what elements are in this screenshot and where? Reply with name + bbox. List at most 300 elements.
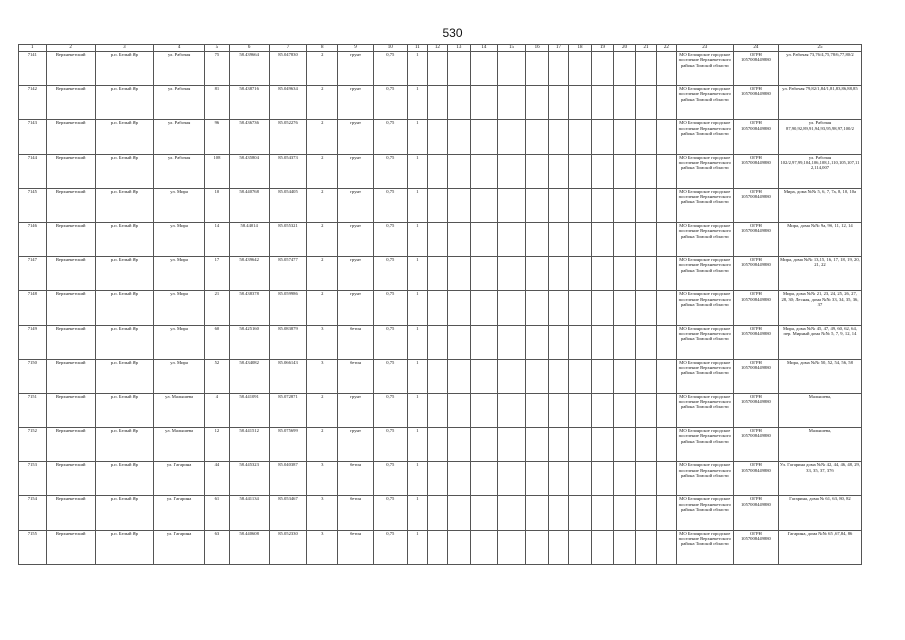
street-cell: ул. Рабочая xyxy=(154,120,205,154)
ogrn-cell: ОГРН 1057008449880 xyxy=(733,86,778,120)
row-number-cell: 7144 xyxy=(19,154,47,188)
addresses-cell: Мира, дома №№ 13,15, 16, 17, 18, 19, 20, 21, 22 xyxy=(778,257,861,291)
addresses-cell: Гагарина, дома № 61, 63, 80, 82 xyxy=(778,496,861,530)
empty-cell xyxy=(447,291,471,325)
street-cell: ул. Гагарина xyxy=(154,496,205,530)
ogrn-cell: ОГРН 1057008449880 xyxy=(733,530,778,564)
column-number-row xyxy=(19,45,862,52)
street-cell: ул. Рабочая xyxy=(154,52,205,86)
column-8-cell: 2 xyxy=(307,86,338,120)
table-row xyxy=(19,359,862,393)
empty-cell xyxy=(526,496,549,530)
empty-cell xyxy=(614,530,635,564)
column-header: 3 xyxy=(95,45,153,52)
empty-cell xyxy=(428,120,447,154)
area-cell: 0,75 xyxy=(373,530,407,564)
row-number-cell: 7143 xyxy=(19,120,47,154)
empty-cell xyxy=(657,120,676,154)
empty-cell xyxy=(591,530,614,564)
latitude-cell: 58.435804 xyxy=(229,154,269,188)
house-number-cell: 14 xyxy=(205,222,230,256)
street-cell: ул. Гагарина xyxy=(154,530,205,564)
locality-cell: р.п. Белый Яр xyxy=(95,393,153,427)
surface-cell: грунт xyxy=(338,291,374,325)
column-11-cell: 1 xyxy=(407,393,427,427)
locality-cell: р.п. Белый Яр xyxy=(95,496,153,530)
empty-cell xyxy=(526,325,549,359)
empty-cell xyxy=(471,428,498,462)
empty-cell xyxy=(548,496,568,530)
empty-cell xyxy=(471,325,498,359)
latitude-cell: 58.445323 xyxy=(229,462,269,496)
row-number-cell: 7147 xyxy=(19,257,47,291)
house-number-cell: 12 xyxy=(205,428,230,462)
empty-cell xyxy=(526,154,549,188)
empty-cell xyxy=(447,359,471,393)
table-row xyxy=(19,154,862,188)
column-header: 24 xyxy=(733,45,778,52)
empty-cell xyxy=(591,86,614,120)
ogrn-cell: ОГРН 1057008449880 xyxy=(733,428,778,462)
column-header: 18 xyxy=(569,45,592,52)
column-header: 14 xyxy=(471,45,498,52)
empty-cell xyxy=(635,257,656,291)
surface-cell: бетон xyxy=(338,462,374,496)
empty-cell xyxy=(526,530,549,564)
empty-cell xyxy=(526,359,549,393)
empty-cell xyxy=(548,428,568,462)
empty-cell xyxy=(526,188,549,222)
empty-cell xyxy=(471,154,498,188)
empty-cell xyxy=(428,428,447,462)
column-8-cell: 2 xyxy=(307,154,338,188)
locality-cell: р.п. Белый Яр xyxy=(95,428,153,462)
empty-cell xyxy=(591,154,614,188)
empty-cell xyxy=(548,325,568,359)
column-header: 25 xyxy=(778,45,861,52)
empty-cell xyxy=(591,222,614,256)
empty-cell xyxy=(614,257,635,291)
empty-cell xyxy=(428,496,447,530)
latitude-cell: 58.439664 xyxy=(229,52,269,86)
table-row xyxy=(19,530,862,564)
longitude-cell: 85.047830 xyxy=(269,52,307,86)
empty-cell xyxy=(614,188,635,222)
column-11-cell: 1 xyxy=(407,154,427,188)
empty-cell xyxy=(497,120,526,154)
empty-cell xyxy=(569,496,592,530)
row-number-cell: 7152 xyxy=(19,428,47,462)
addresses-cell: Мира, дома №№ 5, 6, 7, 7а, 8, 10, 10а xyxy=(778,188,861,222)
empty-cell xyxy=(569,530,592,564)
house-number-cell: 81 xyxy=(205,86,230,120)
empty-cell xyxy=(591,120,614,154)
empty-cell xyxy=(635,393,656,427)
longitude-cell: 85.083879 xyxy=(269,325,307,359)
column-header: 12 xyxy=(428,45,447,52)
column-header: 6 xyxy=(229,45,269,52)
area-cell: 0,75 xyxy=(373,393,407,427)
empty-cell xyxy=(614,52,635,86)
empty-cell xyxy=(526,86,549,120)
latitude-cell: 58.425160 xyxy=(229,325,269,359)
locality-cell: р.п. Белый Яр xyxy=(95,462,153,496)
empty-cell xyxy=(497,325,526,359)
area-cell: 0,75 xyxy=(373,222,407,256)
area-cell: 0,75 xyxy=(373,496,407,530)
owner-cell: МО Белоярское городское поселение Верхнекетского района Томской области xyxy=(676,52,733,86)
empty-cell xyxy=(635,154,656,188)
surface-cell: грунт xyxy=(338,222,374,256)
surface-cell: бетон xyxy=(338,359,374,393)
longitude-cell: 85.059986 xyxy=(269,291,307,325)
locality-cell: р.п. Белый Яр xyxy=(95,530,153,564)
empty-cell xyxy=(657,86,676,120)
district-cell: Верхнекетский xyxy=(46,120,95,154)
empty-cell xyxy=(591,291,614,325)
empty-cell xyxy=(497,462,526,496)
locality-cell: р.п. Белый Яр xyxy=(95,257,153,291)
empty-cell xyxy=(497,530,526,564)
addresses-cell: ул. Рабочая 102/2,97,99,104,106,108,1,110,105,107,112,114,007 xyxy=(778,154,861,188)
empty-cell xyxy=(447,462,471,496)
empty-cell xyxy=(657,291,676,325)
empty-cell xyxy=(657,188,676,222)
empty-cell xyxy=(635,52,656,86)
owner-cell: МО Белоярское городское поселение Верхнекетского района Томской области xyxy=(676,291,733,325)
empty-cell xyxy=(548,120,568,154)
empty-cell xyxy=(569,154,592,188)
empty-cell xyxy=(447,120,471,154)
page-number: 530 xyxy=(442,26,463,40)
house-number-cell: 21 xyxy=(205,291,230,325)
surface-cell: бетон xyxy=(338,325,374,359)
empty-cell xyxy=(635,325,656,359)
owner-cell: МО Белоярское городское поселение Верхнекетского района Томской области xyxy=(676,188,733,222)
empty-cell xyxy=(471,120,498,154)
empty-cell xyxy=(447,222,471,256)
column-8-cell: 3 xyxy=(307,530,338,564)
empty-cell xyxy=(635,530,656,564)
street-cell: ул. Рабочая xyxy=(154,86,205,120)
empty-cell xyxy=(657,257,676,291)
latitude-cell: 58.440608 xyxy=(229,530,269,564)
longitude-cell: 85.054373 xyxy=(269,154,307,188)
ogrn-cell: ОГРН 1057008449880 xyxy=(733,120,778,154)
surface-cell: грунт xyxy=(338,428,374,462)
longitude-cell: 85.053467 xyxy=(269,496,307,530)
area-cell: 0,75 xyxy=(373,86,407,120)
table-row xyxy=(19,428,862,462)
empty-cell xyxy=(569,359,592,393)
street-cell: ул. Мира xyxy=(154,325,205,359)
column-11-cell: 1 xyxy=(407,428,427,462)
empty-cell xyxy=(635,462,656,496)
ogrn-cell: ОГРН 1057008449880 xyxy=(733,291,778,325)
empty-cell xyxy=(526,120,549,154)
column-header: 19 xyxy=(591,45,614,52)
empty-cell xyxy=(614,462,635,496)
addresses-cell: ул. Рабочая 73,76/4,75,78/6,77,80/2 xyxy=(778,52,861,86)
ogrn-cell: ОГРН 1057008449880 xyxy=(733,325,778,359)
empty-cell xyxy=(447,428,471,462)
addresses-cell: Ул. Гагарина дома №№ 42, 44, 46, 48, 29, 33, 35, 37, 37б xyxy=(778,462,861,496)
empty-cell xyxy=(569,120,592,154)
column-11-cell: 1 xyxy=(407,257,427,291)
empty-cell xyxy=(548,222,568,256)
street-cell: ул. Мира xyxy=(154,291,205,325)
house-number-cell: 108 xyxy=(205,154,230,188)
empty-cell xyxy=(447,52,471,86)
empty-cell xyxy=(657,496,676,530)
addresses-cell: Малышева, xyxy=(778,428,861,462)
addresses-cell: Гагарина, дома №№ 65 ,67,84, 86 xyxy=(778,530,861,564)
table-row xyxy=(19,188,862,222)
column-header: 20 xyxy=(614,45,635,52)
latitude-cell: 58.438378 xyxy=(229,291,269,325)
empty-cell xyxy=(526,428,549,462)
column-8-cell: 2 xyxy=(307,52,338,86)
street-cell: ул. Малышева xyxy=(154,393,205,427)
locality-cell: р.п. Белый Яр xyxy=(95,120,153,154)
row-number-cell: 7146 xyxy=(19,222,47,256)
empty-cell xyxy=(548,530,568,564)
empty-cell xyxy=(428,462,447,496)
ogrn-cell: ОГРН 1057008449880 xyxy=(733,462,778,496)
empty-cell xyxy=(471,530,498,564)
longitude-cell: 85.054405 xyxy=(269,188,307,222)
column-11-cell: 1 xyxy=(407,222,427,256)
empty-cell xyxy=(635,188,656,222)
column-8-cell: 2 xyxy=(307,257,338,291)
longitude-cell: 85.075699 xyxy=(269,428,307,462)
district-cell: Верхнекетский xyxy=(46,325,95,359)
column-11-cell: 1 xyxy=(407,52,427,86)
row-number-cell: 7145 xyxy=(19,188,47,222)
empty-cell xyxy=(657,222,676,256)
district-cell: Верхнекетский xyxy=(46,393,95,427)
column-header: 5 xyxy=(205,45,230,52)
empty-cell xyxy=(614,496,635,530)
street-cell: ул. Мира xyxy=(154,222,205,256)
empty-cell xyxy=(614,359,635,393)
row-number-cell: 7141 xyxy=(19,52,47,86)
area-cell: 0,75 xyxy=(373,325,407,359)
empty-cell xyxy=(657,393,676,427)
empty-cell xyxy=(428,52,447,86)
empty-cell xyxy=(428,222,447,256)
row-number-cell: 7154 xyxy=(19,496,47,530)
locality-cell: р.п. Белый Яр xyxy=(95,86,153,120)
empty-cell xyxy=(447,154,471,188)
surface-cell: грунт xyxy=(338,154,374,188)
empty-cell xyxy=(471,188,498,222)
longitude-cell: 85.057477 xyxy=(269,257,307,291)
empty-cell xyxy=(614,86,635,120)
owner-cell: МО Белоярское городское поселение Верхнекетского района Томской области xyxy=(676,222,733,256)
column-header: 21 xyxy=(635,45,656,52)
row-number-cell: 7151 xyxy=(19,393,47,427)
empty-cell xyxy=(497,222,526,256)
empty-cell xyxy=(471,291,498,325)
locality-cell: р.п. Белый Яр xyxy=(95,222,153,256)
addresses-cell: Мира, дома №№ 21, 23, 24, 25, 26, 27, 28, 30; Лесная, дома №№ 33, 34, 35, 36, 37 xyxy=(778,291,861,325)
area-cell: 0,75 xyxy=(373,291,407,325)
empty-cell xyxy=(471,496,498,530)
empty-cell xyxy=(657,462,676,496)
column-header: 22 xyxy=(657,45,676,52)
empty-cell xyxy=(591,393,614,427)
longitude-cell: 85.049634 xyxy=(269,86,307,120)
empty-cell xyxy=(447,530,471,564)
empty-cell xyxy=(591,188,614,222)
street-cell: ул. Мира xyxy=(154,359,205,393)
table-row xyxy=(19,86,862,120)
addresses-cell: Мира, дома №№ 9а, 9б, 11, 12, 14 xyxy=(778,222,861,256)
table-row xyxy=(19,222,862,256)
house-number-cell: 52 xyxy=(205,359,230,393)
ogrn-cell: ОГРН 1057008449880 xyxy=(733,257,778,291)
empty-cell xyxy=(526,222,549,256)
street-cell: ул. Мира xyxy=(154,257,205,291)
empty-cell xyxy=(471,462,498,496)
owner-cell: МО Белоярское городское поселение Верхнекетского района Томской области xyxy=(676,496,733,530)
latitude-cell: 58.440768 xyxy=(229,188,269,222)
street-cell: ул. Рабочая xyxy=(154,154,205,188)
surface-cell: грунт xyxy=(338,393,374,427)
surface-cell: грунт xyxy=(338,86,374,120)
empty-cell xyxy=(614,120,635,154)
surface-cell: грунт xyxy=(338,188,374,222)
column-header: 4 xyxy=(154,45,205,52)
locality-cell: р.п. Белый Яр xyxy=(95,188,153,222)
district-cell: Верхнекетский xyxy=(46,52,95,86)
empty-cell xyxy=(428,359,447,393)
latitude-cell: 58.434082 xyxy=(229,359,269,393)
surface-cell: грунт xyxy=(338,52,374,86)
row-number-cell: 7149 xyxy=(19,325,47,359)
empty-cell xyxy=(447,393,471,427)
surface-cell: бетон xyxy=(338,530,374,564)
addresses-cell: ул. Рабочая 87,90,92,89,91,94,93,95,98,97,100/2 xyxy=(778,120,861,154)
column-8-cell: 2 xyxy=(307,120,338,154)
column-header: 16 xyxy=(526,45,549,52)
column-header: 8 xyxy=(307,45,338,52)
ogrn-cell: ОГРН 1057008449880 xyxy=(733,393,778,427)
empty-cell xyxy=(471,359,498,393)
empty-cell xyxy=(635,428,656,462)
row-number-cell: 7142 xyxy=(19,86,47,120)
district-cell: Верхнекетский xyxy=(46,188,95,222)
empty-cell xyxy=(614,154,635,188)
table-row xyxy=(19,393,862,427)
district-cell: Верхнекетский xyxy=(46,530,95,564)
empty-cell xyxy=(497,257,526,291)
column-11-cell: 1 xyxy=(407,291,427,325)
latitude-cell: 58.436736 xyxy=(229,120,269,154)
owner-cell: МО Белоярское городское поселение Верхнекетского района Томской области xyxy=(676,325,733,359)
addresses-cell: Мира, дома №№ 50, 52, 54, 56, 58 xyxy=(778,359,861,393)
empty-cell xyxy=(526,462,549,496)
empty-cell xyxy=(447,496,471,530)
empty-cell xyxy=(497,393,526,427)
locality-cell: р.п. Белый Яр xyxy=(95,154,153,188)
empty-cell xyxy=(591,359,614,393)
empty-cell xyxy=(635,496,656,530)
empty-cell xyxy=(497,154,526,188)
empty-cell xyxy=(614,222,635,256)
column-header: 11 xyxy=(407,45,427,52)
column-8-cell: 3 xyxy=(307,496,338,530)
table-row xyxy=(19,257,862,291)
area-cell: 0,75 xyxy=(373,462,407,496)
empty-cell xyxy=(497,359,526,393)
empty-cell xyxy=(526,52,549,86)
district-cell: Верхнекетский xyxy=(46,86,95,120)
empty-cell xyxy=(635,120,656,154)
column-8-cell: 3 xyxy=(307,462,338,496)
empty-cell xyxy=(569,222,592,256)
empty-cell xyxy=(428,257,447,291)
column-8-cell: 3 xyxy=(307,359,338,393)
ogrn-cell: ОГРН 1057008449880 xyxy=(733,188,778,222)
table-row xyxy=(19,325,862,359)
empty-cell xyxy=(526,257,549,291)
ogrn-cell: ОГРН 1057008449880 xyxy=(733,154,778,188)
empty-cell xyxy=(657,154,676,188)
empty-cell xyxy=(526,291,549,325)
column-header: 13 xyxy=(447,45,471,52)
house-number-cell: 96 xyxy=(205,120,230,154)
area-cell: 0,75 xyxy=(373,359,407,393)
district-cell: Верхнекетский xyxy=(46,462,95,496)
empty-cell xyxy=(447,257,471,291)
empty-cell xyxy=(591,462,614,496)
district-cell: Верхнекетский xyxy=(46,359,95,393)
district-cell: Верхнекетский xyxy=(46,257,95,291)
column-header: 7 xyxy=(269,45,307,52)
empty-cell xyxy=(569,291,592,325)
latitude-cell: 58.441091 xyxy=(229,393,269,427)
column-header: 17 xyxy=(548,45,568,52)
owner-cell: МО Белоярское городское поселение Верхнекетского района Томской области xyxy=(676,154,733,188)
column-11-cell: 1 xyxy=(407,462,427,496)
empty-cell xyxy=(591,496,614,530)
empty-cell xyxy=(447,188,471,222)
empty-cell xyxy=(497,52,526,86)
empty-cell xyxy=(548,393,568,427)
empty-cell xyxy=(614,325,635,359)
empty-cell xyxy=(548,188,568,222)
empty-cell xyxy=(548,291,568,325)
longitude-cell: 85.040387 xyxy=(269,462,307,496)
locality-cell: р.п. Белый Яр xyxy=(95,52,153,86)
area-cell: 0,75 xyxy=(373,188,407,222)
empty-cell xyxy=(428,154,447,188)
owner-cell: МО Белоярское городское поселение Верхнекетского района Томской области xyxy=(676,120,733,154)
empty-cell xyxy=(591,257,614,291)
empty-cell xyxy=(569,257,592,291)
empty-cell xyxy=(428,325,447,359)
empty-cell xyxy=(569,393,592,427)
empty-cell xyxy=(657,530,676,564)
house-number-cell: 63 xyxy=(205,530,230,564)
owner-cell: МО Белоярское городское поселение Верхнекетского района Томской области xyxy=(676,257,733,291)
table-row xyxy=(19,52,862,86)
ogrn-cell: ОГРН 1057008449880 xyxy=(733,496,778,530)
empty-cell xyxy=(569,462,592,496)
owner-cell: МО Белоярское городское поселение Верхнекетского района Томской области xyxy=(676,428,733,462)
